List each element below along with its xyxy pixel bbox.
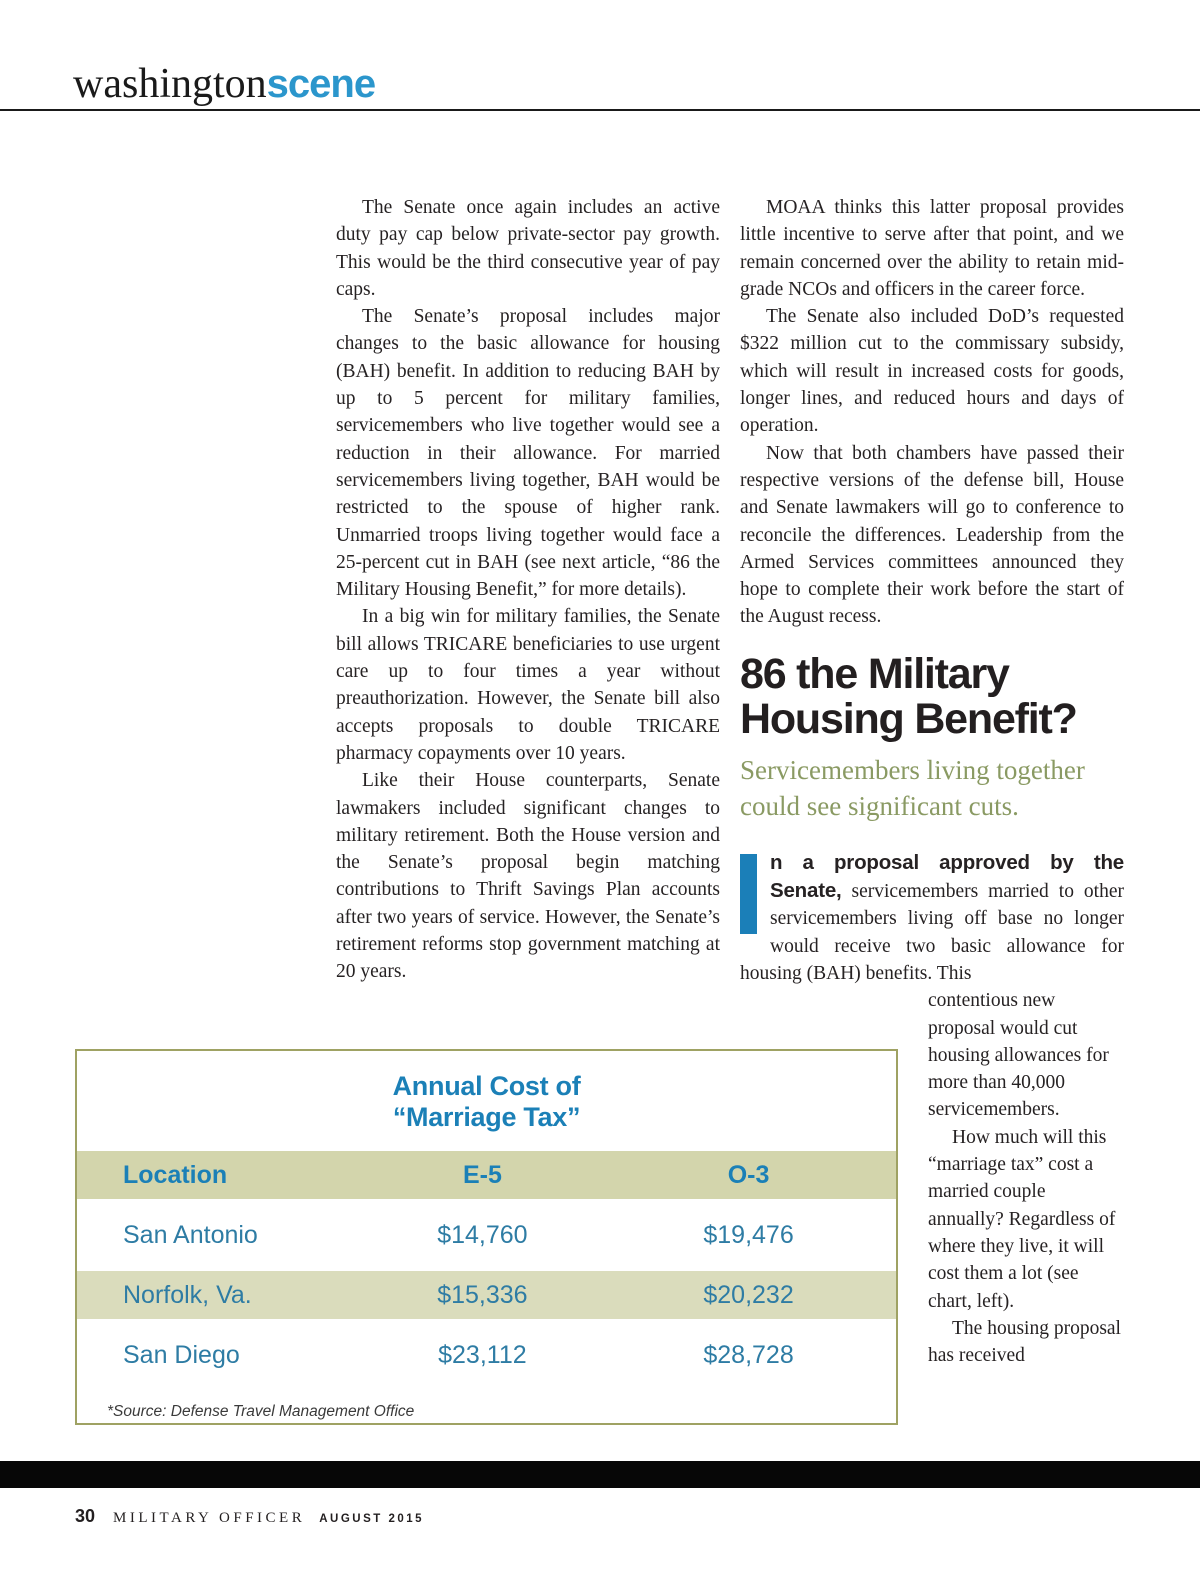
table-cell-e5: $23,112 (438, 1340, 527, 1369)
article-column-left (336, 194, 720, 986)
article-subtitle: Servicemembers living together could see significant cuts. (740, 754, 1085, 821)
table-row (77, 1319, 896, 1391)
page-number: 30 (75, 1506, 96, 1526)
table-cell-e5: $14,760 (437, 1220, 528, 1249)
table-title (77, 1071, 896, 1133)
magazine-title: MILITARY OFFICER (113, 1510, 306, 1526)
masthead-rule (0, 109, 1200, 111)
table-row (77, 1199, 896, 1271)
article-lead (740, 849, 1124, 987)
table-title-line2: “Marriage Tax” (392, 1102, 581, 1132)
data-table (75, 1049, 898, 1425)
body-paragraph: How much will this “marriage tax” cost a married couple annually? Regardless of where they live, it will cost them a lot (see chart, left). (928, 1126, 1116, 1312)
bottom-rule-bar (0, 1461, 1200, 1488)
issue-date: AUGUST 2015 (319, 1513, 425, 1525)
table-cell-location: Norfolk, Va. (123, 1280, 252, 1309)
drop-cap-bar (740, 854, 757, 934)
body-paragraph: The housing proposal has received (928, 1317, 1121, 1367)
table-header-row (77, 1151, 896, 1199)
table-cell-location: San Diego (123, 1340, 240, 1369)
masthead-scene: scene (266, 62, 376, 106)
body-paragraph: contentious new proposal would cut housing allowances for more than 40,000 servicemembers. (928, 990, 1109, 1121)
article-wrap-column (928, 987, 1124, 1369)
table-cell-location: San Antonio (123, 1220, 258, 1249)
table-title-line1: Annual Cost of (392, 1071, 581, 1101)
table-header-e5: E-5 (462, 1160, 502, 1189)
table-source-note: *Source: Defense Travel Management Office (107, 1403, 415, 1420)
table-cell-o3: $28,728 (703, 1340, 794, 1369)
body-paragraph: Now that both chambers have passed their respective versions of the defense bill, House and Senate lawmakers will go to conference to reconcile the differences. Leadership from the Armed Services committees announced they hope to complete their work before the start of the August recess. (740, 442, 1124, 628)
masthead-washington: washington (73, 61, 267, 107)
article-headline: 86 the Military Housing Benefit? (740, 649, 1077, 743)
table-cell-o3: $19,476 (703, 1220, 794, 1249)
table-cell-o3: $20,232 (703, 1280, 794, 1309)
body-paragraph: The Senate once again includes an active duty pay cap below private-sector pay growth. This would be the third consecutive year of pay caps. (336, 197, 720, 300)
table-header-o3: O-3 (727, 1160, 770, 1189)
table-header-location: Location (123, 1160, 228, 1189)
body-paragraph: Like their House counterparts, Senate lawmakers included significant changes to military retirement. Both the House version and the Senate’s proposal begin matching contributions to Thrift Savings Plan accounts after two years of service. However, the Senate’s retirement reforms stop government matching at 20 years. (336, 770, 720, 983)
body-paragraph: MOAA thinks this latter proposal provides little incentive to serve after that point, and we remain concerned over the ability to retain mid-grade NCOs and officers in the career force. (740, 197, 1124, 300)
page-footer (75, 1506, 424, 1527)
body-paragraph: The Senate also included DoD’s requested $322 million cut to the commissary subsidy, which will result in increased costs for goods, longer lines, and reduced hours and days of operation. (740, 306, 1124, 437)
article-lead-bold: n a proposal approved by the Senate, (770, 850, 1124, 903)
body-paragraph: The Senate’s proposal includes major changes to the basic allowance for housing (BAH) benefit. In addition to reducing BAH by up to 5 percent for military families, servicemembers who live together would see a reduction in their allowance. For married servicemembers living together, BAH would be restricted to the spouse of higher rank. Unmarried troops living together would face a 25-percent cut in BAH (see next article, “86 the Military Housing Benefit,” for more details). (336, 306, 720, 601)
masthead (73, 60, 375, 108)
table-cell-e5: $15,336 (437, 1280, 528, 1309)
body-paragraph: In a big win for military families, the Senate bill allows TRICARE beneficiaries to use urgent care up to four times a year without preauthorization. However, the Senate bill also accepts proposals to double TRICARE pharmacy copayments over 10 years. (336, 606, 720, 764)
article-lead-rest: servicemembers married to other servicemembers living off base no longer would receive two basic allowance for housing (BAH) benefits. This (740, 881, 1124, 984)
table-row (77, 1271, 896, 1319)
